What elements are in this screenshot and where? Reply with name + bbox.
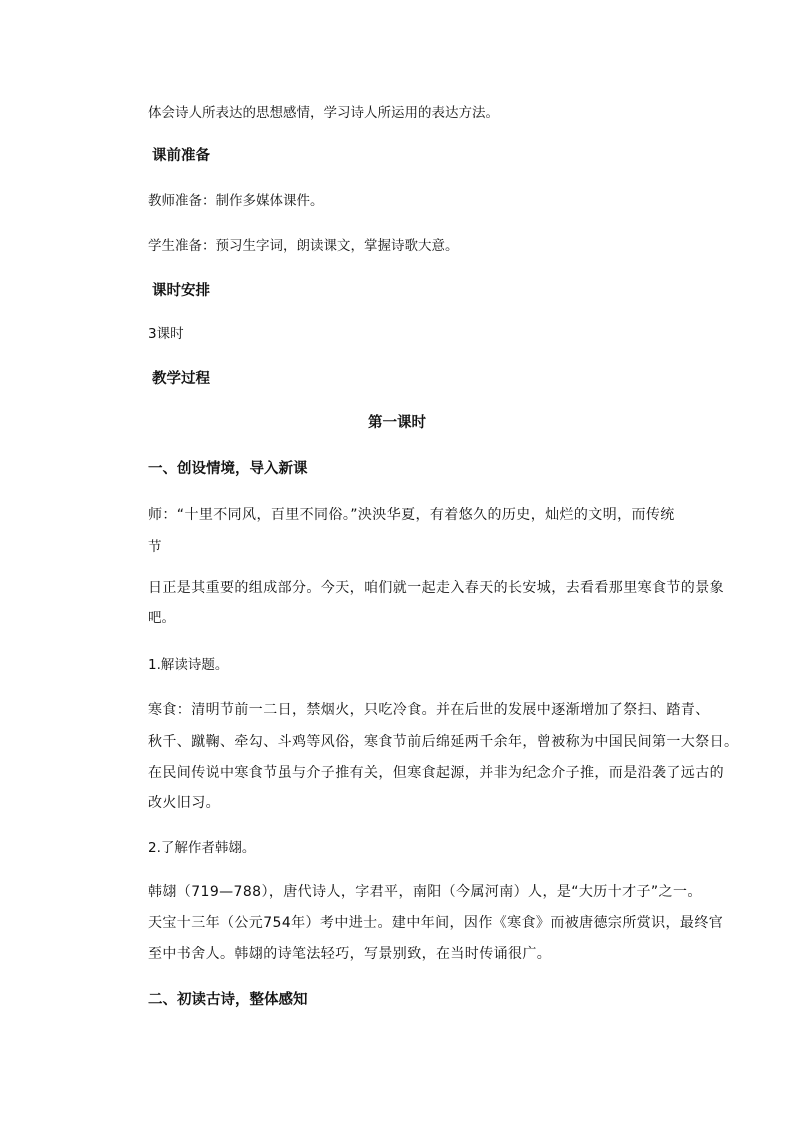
lesson-title: 第一课时: [368, 415, 426, 431]
item2-paragraph-line: 韩翃（719—788），唐代诗人，字君平，南阳（今属河南）人，是“大历十才子”之一。: [148, 884, 702, 900]
schedule-heading: 课时安排: [152, 283, 210, 299]
section1-paragraph-line: 节: [148, 539, 162, 555]
section1-heading: 一、创设情境，导入新课: [148, 461, 308, 477]
item1-paragraph-line: 在民间传说中寒食节虽与介子推有关，但寒食起源，并非为纪念介子推，而是沿袭了远古的: [148, 765, 724, 781]
section1-paragraph-line: 吧。: [148, 610, 175, 626]
item1-title: 1.解读诗题。: [148, 657, 229, 673]
student-prep: 学生准备：预习生字词，朗读课文，掌握诗歌大意。: [148, 238, 459, 254]
item1-paragraph-line: 寒食：清明节前一二日，禁烟火，只吃冷食。并在后世的发展中逐渐增加了祭扫、踏青、: [148, 702, 710, 718]
teacher-prep: 教师准备：制作多媒体课件。: [148, 193, 324, 209]
schedule-value: 3课时: [148, 326, 184, 342]
section2-heading: 二、初读古诗，整体感知: [148, 992, 308, 1008]
section1-paragraph-line: 日正是其重要的组成部分。今天，咱们就一起走入春天的长安城，去看看那里寒食节的景象: [148, 580, 724, 596]
intro-line: 体会诗人所表达的思想感情，学习诗人所运用的表达方法。: [148, 105, 499, 121]
process-heading: 教学过程: [152, 371, 210, 387]
item2-paragraph-line: 至中书舍人。韩翃的诗笔法轻巧，写景别致，在当时传诵很广。: [148, 946, 552, 962]
item2-paragraph-line: 天宝十三年（公元754年）考中进士。建中年间，因作《寒食》而被唐德宗所赏识，最终官: [148, 915, 724, 931]
item1-paragraph-line: 改火旧习。: [148, 795, 220, 811]
section1-paragraph-line: 师：“十里不同风，百里不同俗。”泱泱华夏，有着悠久的历史，灿烂的文明，而传统: [148, 507, 675, 523]
item2-title: 2.了解作者韩翃。: [148, 840, 256, 856]
prep-heading: 课前准备: [152, 148, 210, 164]
item1-paragraph-line: 秋千、蹴鞠、牵勾、斗鸡等风俗，寒食节前后绵延两千余年，曾被称为中国民间第一大祭日。: [148, 734, 739, 750]
